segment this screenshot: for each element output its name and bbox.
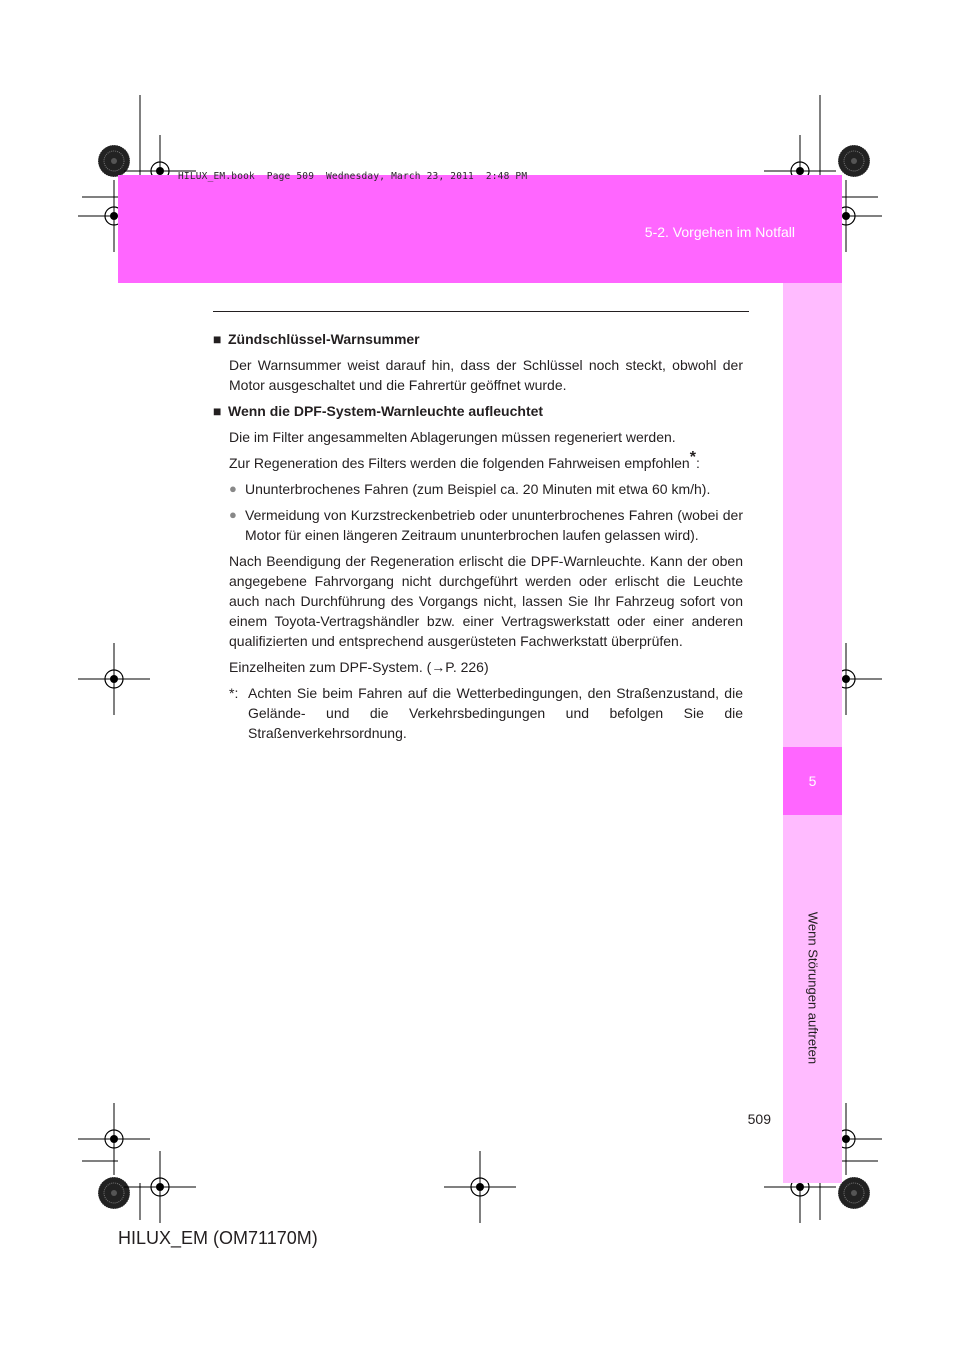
section-label: 5-2. Vorgehen im Notfall <box>644 224 795 240</box>
heading-text: Zündschlüssel-Warnsummer <box>228 331 420 347</box>
square-bullet-icon: ■ <box>213 403 222 419</box>
heading-ignition-key-buzzer <box>213 329 743 349</box>
footnote-star: * <box>689 449 696 466</box>
list-item-text: Ununterbrochenes Fahren (zum Beispiel ca. 20 Minuten mit etwa 60 km/h). <box>245 481 711 497</box>
bullet-dot-icon: ● <box>229 481 237 496</box>
page-content <box>213 329 743 743</box>
bullet-dot-icon: ● <box>229 507 237 522</box>
heading-dpf-warning <box>213 401 743 421</box>
footnote <box>213 683 743 743</box>
paragraph: Die im Filter angesammelten Ablagerungen müssen regeneriert werden. <box>229 429 676 445</box>
list-item <box>213 505 743 545</box>
chapter-number: 5 <box>783 747 842 815</box>
footnote-text: Achten Sie beim Fahren auf die Wetterbedingungen, den Straßenzustand, die Gelände- und die Verkehrsbedingungen und befolgen Sie die Straßenverkehrsordnung. <box>248 685 743 741</box>
list-item <box>213 479 743 499</box>
list-item-text: Vermeidung von Kurzstreckenbetrieb oder ununterbrochenes Fahren (wobei der Motor für einen längeren Zeitraum ununterbrochen laufen gelassen wird). <box>245 507 743 543</box>
paragraph: Der Warnsummer weist darauf hin, dass der Schlüssel noch steckt, obwohl der Motor ausgeschaltet und die Fahrertür geöffnet wurde. <box>229 357 743 393</box>
recommend-colon: : <box>695 455 700 471</box>
page-number: 509 <box>747 1111 771 1127</box>
paragraph: Nach Beendigung der Regeneration erlischt die DPF-Warnleuchte. Kann der oben angegebene Fahrvorgang nicht durchgeführt werden oder erlischt die Leuchte auch nach Durchführung des Vorgangs nicht, lassen Sie Ihr Fahrzeug sofort von einem Toyota-Vertragshändler bzw. einer Vertragswerkstatt oder einer anderen qualifizierten und entsprechend ausgerüsteten Fachwerkstatt überprüfen. <box>229 553 743 649</box>
document-code: HILUX_EM (OM71170M) <box>118 1228 318 1248</box>
paragraph-recommendation <box>213 449 743 473</box>
square-bullet-icon: ■ <box>213 331 222 347</box>
reference-link[interactable]: Einzelheiten zum DPF-System. (→P. 226) <box>229 659 489 675</box>
recommend-text: Zur Regeneration des Filters werden die folgenden Fahrweisen empfohlen <box>229 455 690 471</box>
heading-text: Wenn die DPF-System-Warnleuchte aufleuchtet <box>228 403 544 419</box>
section-rule <box>213 311 749 312</box>
chapter-title: Wenn Störungen auftreten <box>805 911 821 1065</box>
book-stamp: HILUX_EM.book Page 509 Wednesday, March 23, 2011 2:48 PM <box>178 171 528 182</box>
footnote-mark: *: <box>229 685 239 701</box>
